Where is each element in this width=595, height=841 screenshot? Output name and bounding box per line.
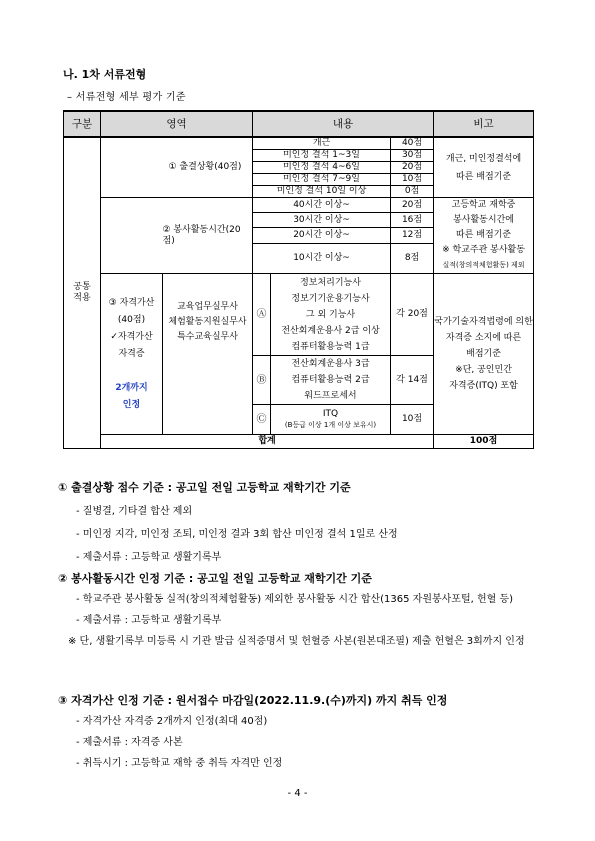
mark-b: Ⓑ bbox=[253, 356, 271, 405]
total-label: 합계 bbox=[101, 435, 434, 449]
criteria-item: - 학교주관 봉사활동 실적(창의적체험활동) 제외한 봉사활동 시간 합산(1365 자원봉사포털, 헌혈 등) bbox=[76, 594, 514, 605]
content-cell: 미인정 결석 1~3일 bbox=[253, 150, 391, 162]
area-license: ③ 자격가산 (40점) ✓자격가산 자격증 2개까지 인정 bbox=[101, 274, 163, 435]
content-cell: 미인정 결석 10일 이상 bbox=[253, 186, 391, 198]
content-cell: 미인정 결석 7~9일 bbox=[253, 174, 391, 186]
criteria-title: ② 봉사활동시간 인정 기준 : 공고일 전일 고등학교 재학기간 기준 bbox=[58, 572, 372, 585]
section-title: 나. 1차 서류전형 bbox=[63, 68, 147, 81]
header-area: 영역 bbox=[101, 111, 253, 137]
table-row bbox=[64, 274, 534, 356]
score-cell: 30점 bbox=[391, 150, 434, 162]
content-cell: 미인정 결석 4~6일 bbox=[253, 162, 391, 174]
criteria-item: - 제출서류 : 고등학교 생활기록부 bbox=[76, 552, 222, 563]
score-cell: 10점 bbox=[391, 174, 434, 186]
license-limit: 2개까지 인정 bbox=[115, 382, 148, 410]
score-a: 각 20점 bbox=[391, 274, 434, 356]
score-cell: 12점 bbox=[391, 228, 434, 243]
total-score: 100점 bbox=[434, 435, 534, 449]
content-cell: 개근 bbox=[253, 137, 391, 150]
content-cell: 10시간 이상~ bbox=[253, 243, 391, 273]
criteria-item: - 취득시기 : 고등학교 재학 중 취득 자격만 인정 bbox=[76, 758, 283, 769]
score-cell: 0점 bbox=[391, 186, 434, 198]
criteria-item: - 질병결, 기타결 합산 제외 bbox=[76, 506, 193, 517]
criteria-item: - 미인정 지각, 미인정 조퇴, 미인정 결과 3회 합산 미인정 결석 1일로 산정 bbox=[76, 529, 398, 540]
score-cell: 40점 bbox=[391, 137, 434, 150]
score-b: 각 14점 bbox=[391, 356, 434, 405]
criteria-2 bbox=[58, 570, 538, 649]
score-cell: 20점 bbox=[391, 162, 434, 174]
criteria-title: ① 출결상황 점수 기준 : 공고일 전일 고등학교 재학기간 기준 bbox=[58, 481, 351, 494]
group-common: 공통 적용 bbox=[64, 137, 101, 449]
table-row bbox=[64, 137, 534, 150]
mark-c: Ⓒ bbox=[253, 405, 271, 435]
header-note: 비고 bbox=[434, 111, 534, 137]
score-cell: 20점 bbox=[391, 198, 434, 213]
criteria-item: - 자격가산 자격증 2개까지 인정(최대 40점) bbox=[76, 716, 268, 727]
area-attendance: ① 출결상황(40점) bbox=[163, 137, 253, 198]
criteria-title: ③ 자격가산 인정 기준 : 원서접수 마감일(2022.11.9.(수)까지) 까지 취득 인정 bbox=[58, 694, 448, 707]
criteria-1 bbox=[58, 479, 538, 565]
criteria-item: - 제출서류 : 고등학교 생활기록부 bbox=[76, 615, 222, 626]
note-volunteer: 고등학교 재학중 봉사활동시간에 따른 배점기준 ※ 학교주관 봉사활동 실적(창의적체험활동) 제외 bbox=[434, 198, 534, 274]
area-volunteer: ② 봉사활동시간(20점) bbox=[163, 198, 253, 274]
header-category: 구분 bbox=[64, 111, 101, 137]
total-row bbox=[64, 435, 534, 449]
evaluation-table bbox=[63, 110, 534, 449]
content-cell: 30시간 이상~ bbox=[253, 213, 391, 228]
page-number: - 4 - bbox=[287, 788, 308, 799]
content-cell: 20시간 이상~ bbox=[253, 228, 391, 243]
list-b: 전산회계운용사 3급 컴퓨터활용능력 2급 워드프로세서 bbox=[271, 356, 391, 405]
note-attendance: 개근, 미인정결석에 따른 배점기준 bbox=[434, 137, 534, 198]
table-header-row bbox=[64, 111, 534, 137]
criteria-item: - 제출서류 : 자격증 사본 bbox=[76, 737, 183, 748]
criteria-item: ※ 단, 생활기록부 미등록 시 기관 발급 실적증명서 및 헌혈증 사본(원본대조필) 제출 헌혈은 3회까지 인정 bbox=[68, 636, 525, 647]
score-cell: 8점 bbox=[391, 243, 434, 273]
list-a: 정보처리기능사 정보기기운용기능사 그 외 기능사 전산회계운용사 2급 이상 컴퓨터활용능력 1급 bbox=[271, 274, 391, 356]
mark-a: Ⓐ bbox=[253, 274, 271, 356]
sub-title: – 서류전형 세부 평가 기준 bbox=[67, 92, 186, 103]
score-c: 10점 bbox=[391, 405, 434, 435]
header-content: 내용 bbox=[253, 111, 434, 137]
table-row bbox=[64, 198, 534, 213]
list-c: ITQ (B등급 이상 1개 이상 보유시) bbox=[271, 405, 391, 435]
score-cell: 16점 bbox=[391, 213, 434, 228]
content-cell: 40시간 이상~ bbox=[253, 198, 391, 213]
criteria-3 bbox=[58, 692, 538, 771]
license-jobs: 교육업무실무사 체험활동지원실무사 특수교육실무사 bbox=[163, 274, 253, 435]
note-license: 국가기술자격법령에 의한 자격증 소지에 따른 배점기준 ※단, 공인민간 자격증(ITQ) 포함 bbox=[434, 274, 534, 435]
